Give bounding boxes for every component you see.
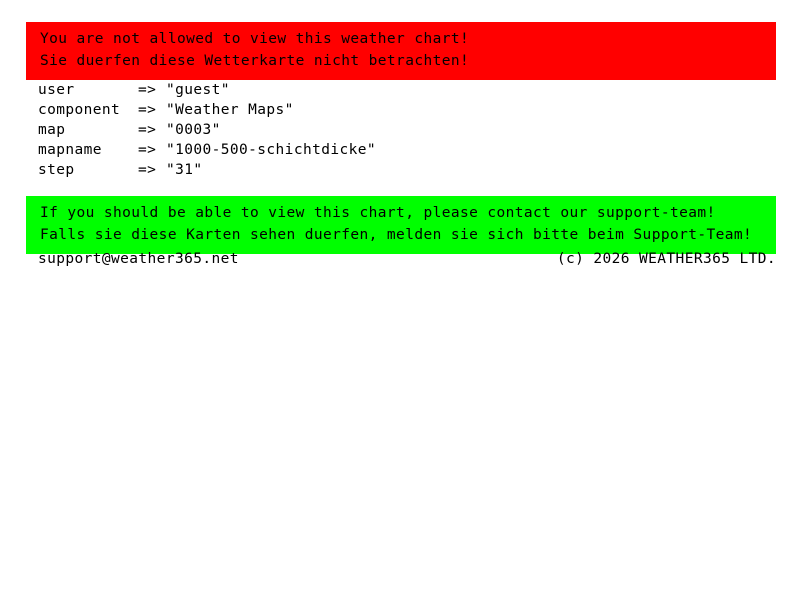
parameter-value: "guest" bbox=[166, 82, 230, 98]
parameter-arrow: => bbox=[138, 122, 157, 138]
parameter-row bbox=[38, 80, 376, 100]
parameter-row bbox=[38, 140, 376, 160]
parameter-arrow: => bbox=[138, 82, 157, 98]
support-message-german: Falls sie diese Karten sehen duerfen, melden sie sich bitte beim Support-Team! bbox=[40, 227, 753, 243]
parameter-arrow: => bbox=[138, 142, 157, 158]
error-banner bbox=[26, 22, 776, 80]
parameter-value: "Weather Maps" bbox=[166, 102, 294, 118]
parameter-value: "31" bbox=[166, 162, 203, 178]
error-message-english: You are not allowed to view this weather chart! bbox=[40, 31, 470, 47]
parameter-list bbox=[38, 80, 376, 180]
parameter-key: step bbox=[38, 162, 75, 178]
support-email-link[interactable]: support@weather365.net bbox=[38, 251, 239, 267]
parameter-row bbox=[38, 160, 376, 180]
error-message-german: Sie duerfen diese Wetterkarte nicht betrachten! bbox=[40, 53, 470, 69]
support-message-english: If you should be able to view this chart, please contact our support-team! bbox=[40, 205, 716, 221]
copyright-notice: (c) 2026 WEATHER365 LTD. bbox=[556, 251, 776, 267]
parameter-arrow: => bbox=[138, 162, 157, 178]
parameter-key: map bbox=[38, 122, 66, 138]
parameter-row bbox=[38, 100, 376, 120]
parameter-arrow: => bbox=[138, 102, 157, 118]
parameter-key: component bbox=[38, 102, 121, 118]
parameter-row bbox=[38, 120, 376, 140]
parameter-key: mapname bbox=[38, 142, 102, 158]
parameter-value: "0003" bbox=[166, 122, 221, 138]
support-banner bbox=[26, 196, 776, 254]
parameter-key: user bbox=[38, 82, 75, 98]
parameter-value: "1000-500-schichtdicke" bbox=[166, 142, 376, 158]
page-footer bbox=[38, 249, 776, 269]
